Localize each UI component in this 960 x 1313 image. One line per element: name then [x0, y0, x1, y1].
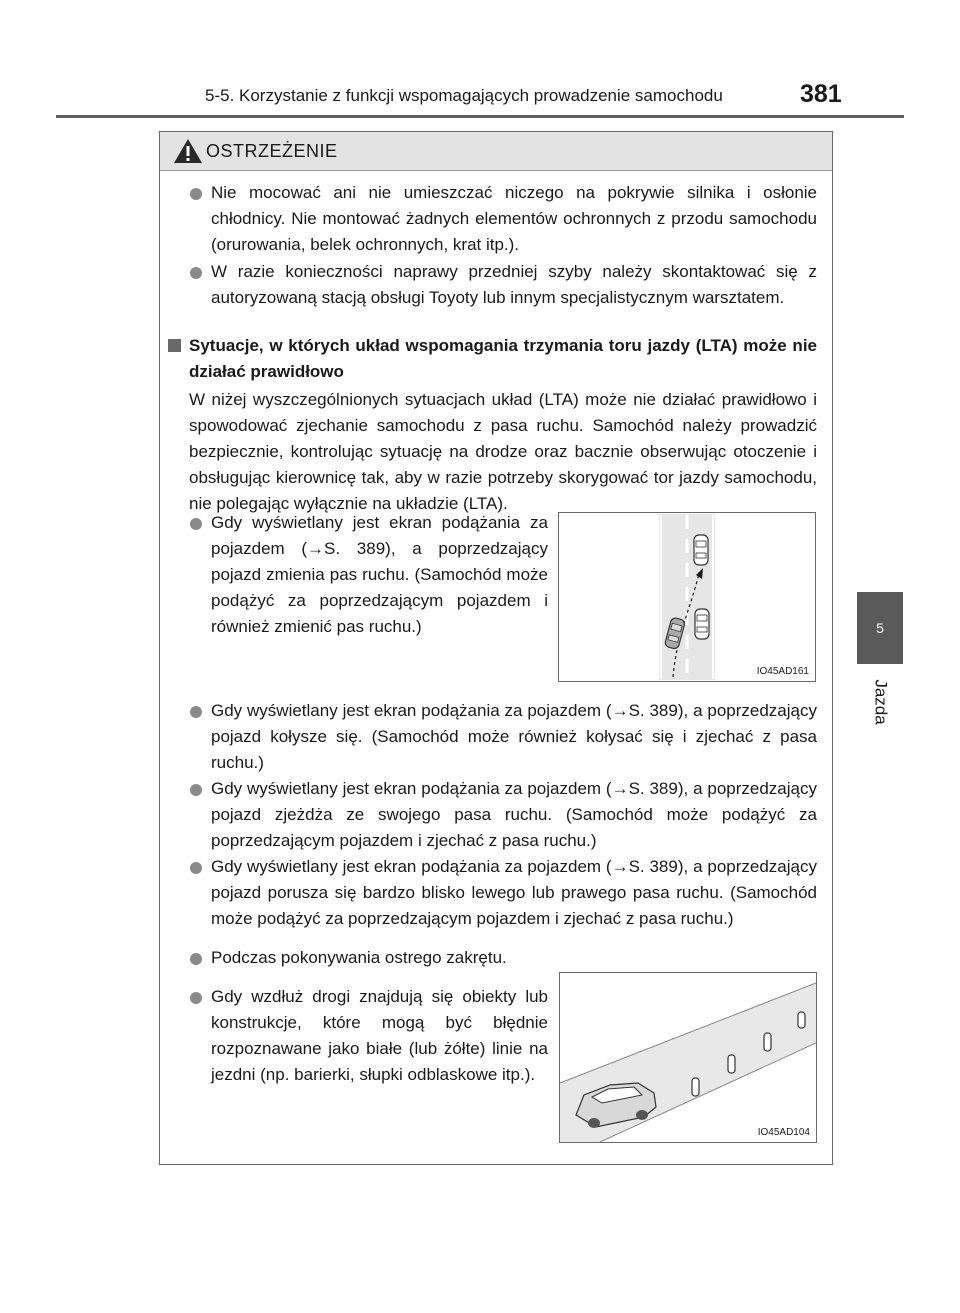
bullet-dot-icon: [190, 706, 202, 718]
bullet-dot-icon: [190, 188, 202, 200]
figure-label: IO45AD104: [757, 1127, 810, 1138]
warning-box: [159, 131, 833, 1165]
bullet-dot-icon: [190, 862, 202, 874]
warning-header: [160, 132, 832, 171]
list-item: [190, 945, 817, 971]
warning-title: OSTRZEŻENIE: [206, 140, 338, 161]
chapter-tab-label: [858, 672, 904, 732]
list-item-text: Gdy wyświetlany jest ekran podążania za pojazdem (→S. 389), a poprzedzający pojazd kołysze się. (Samochód może również kołysać się i zjechać z pasa ruchu.): [211, 701, 817, 772]
bullet-dot-icon: [190, 953, 202, 965]
lane-change-illustration-icon: [559, 513, 815, 681]
list-item-text: Gdy wyświetlany jest ekran podążania za pojazdem (→S. 389), a poprzedzający pojazd zmienia pas ruchu. (Samochód może podążyć za poprzedzającym pojazdem i również zmienić pas ruchu.): [211, 513, 548, 636]
section-heading: [168, 333, 817, 385]
figure-lane-change: [558, 512, 816, 682]
chapter-tab-number: 5: [857, 592, 903, 664]
list-item-text: Podczas pokonywania ostrego zakrętu.: [211, 948, 507, 967]
list-item: [190, 854, 817, 932]
list-item-text: Nie mocować ani nie umieszczać niczego na pokrywie silnika i osłonie chłodnicy. Nie montować żadnych elementów ochronnych z przodu samochodu (orurowania, belek ochronnych, krat itp.).: [211, 183, 817, 254]
figure-roadside-posts: [559, 972, 817, 1143]
bullet-dot-icon: [190, 518, 202, 530]
list-item: [190, 776, 817, 854]
section-title: 5-5. Korzystanie z funkcji wspomagających prowadzenie samochodu: [205, 86, 723, 105]
list-item: [190, 259, 817, 311]
page-number: 381: [800, 80, 842, 108]
list-item: [190, 510, 548, 640]
list-item: [190, 180, 817, 258]
figure-label: IO45AD161: [756, 666, 809, 677]
list-item-text: Gdy wyświetlany jest ekran podążania za pojazdem (→S. 389), a poprzedzający pojazd porusza się bardzo blisko lewego lub prawego pasa ruchu. (Samochód może podążyć za poprzedzającym pojazdem i zjechać z pasa ruchu.): [211, 857, 817, 928]
list-item: [190, 698, 817, 776]
heading-square-icon: [168, 339, 181, 352]
bullet-dot-icon: [190, 267, 202, 279]
header-divider: [56, 115, 904, 118]
warning-triangle-icon: [173, 138, 203, 164]
chapter-tab-label-text: Jazda: [872, 679, 891, 725]
bullet-dot-icon: [190, 992, 202, 1004]
roadside-posts-illustration-icon: [560, 973, 816, 1142]
list-item-text: W razie konieczności naprawy przedniej szyby należy skontaktować się z autoryzowaną stacją obsługi Toyoty lub innym specjalistycznym warsztatem.: [211, 262, 817, 307]
intro-paragraph: W niżej wyszczególnionych sytuacjach układ (LTA) może nie działać prawidłowo i spowodować zjechanie samochodu z pasa ruchu. Samochód należy prowadzić bezpiecznie, kontrolując sytuację na drodze oraz bacznie obserwując otoczenie i obsługując kierownicę tak, aby w razie potrzeby skorygować tor jazdy samochodu, nie polegając wyłącznie na układzie (LTA).: [189, 390, 817, 513]
list-item: [190, 984, 548, 1088]
section-heading-text: Sytuacje, w których układ wspomagania trzymania toru jazdy (LTA) może nie działać prawidłowo: [189, 336, 817, 381]
bullet-dot-icon: [190, 784, 202, 796]
list-item-text: Gdy wyświetlany jest ekran podążania za pojazdem (→S. 389), a poprzedzający pojazd zjeżdża ze swojego pasa ruchu. (Samochód może podążyć za poprzedzającym pojazdem i zjechać z pasa ruchu.): [211, 779, 817, 850]
list-item-text: Gdy wzdłuż drogi znajdują się obiekty lub konstrukcje, które mogą być błędnie rozpoznawane jako białe (lub żółte) linie na jezdni (np. barierki, słupki odblaskowe itp.).: [211, 987, 548, 1084]
